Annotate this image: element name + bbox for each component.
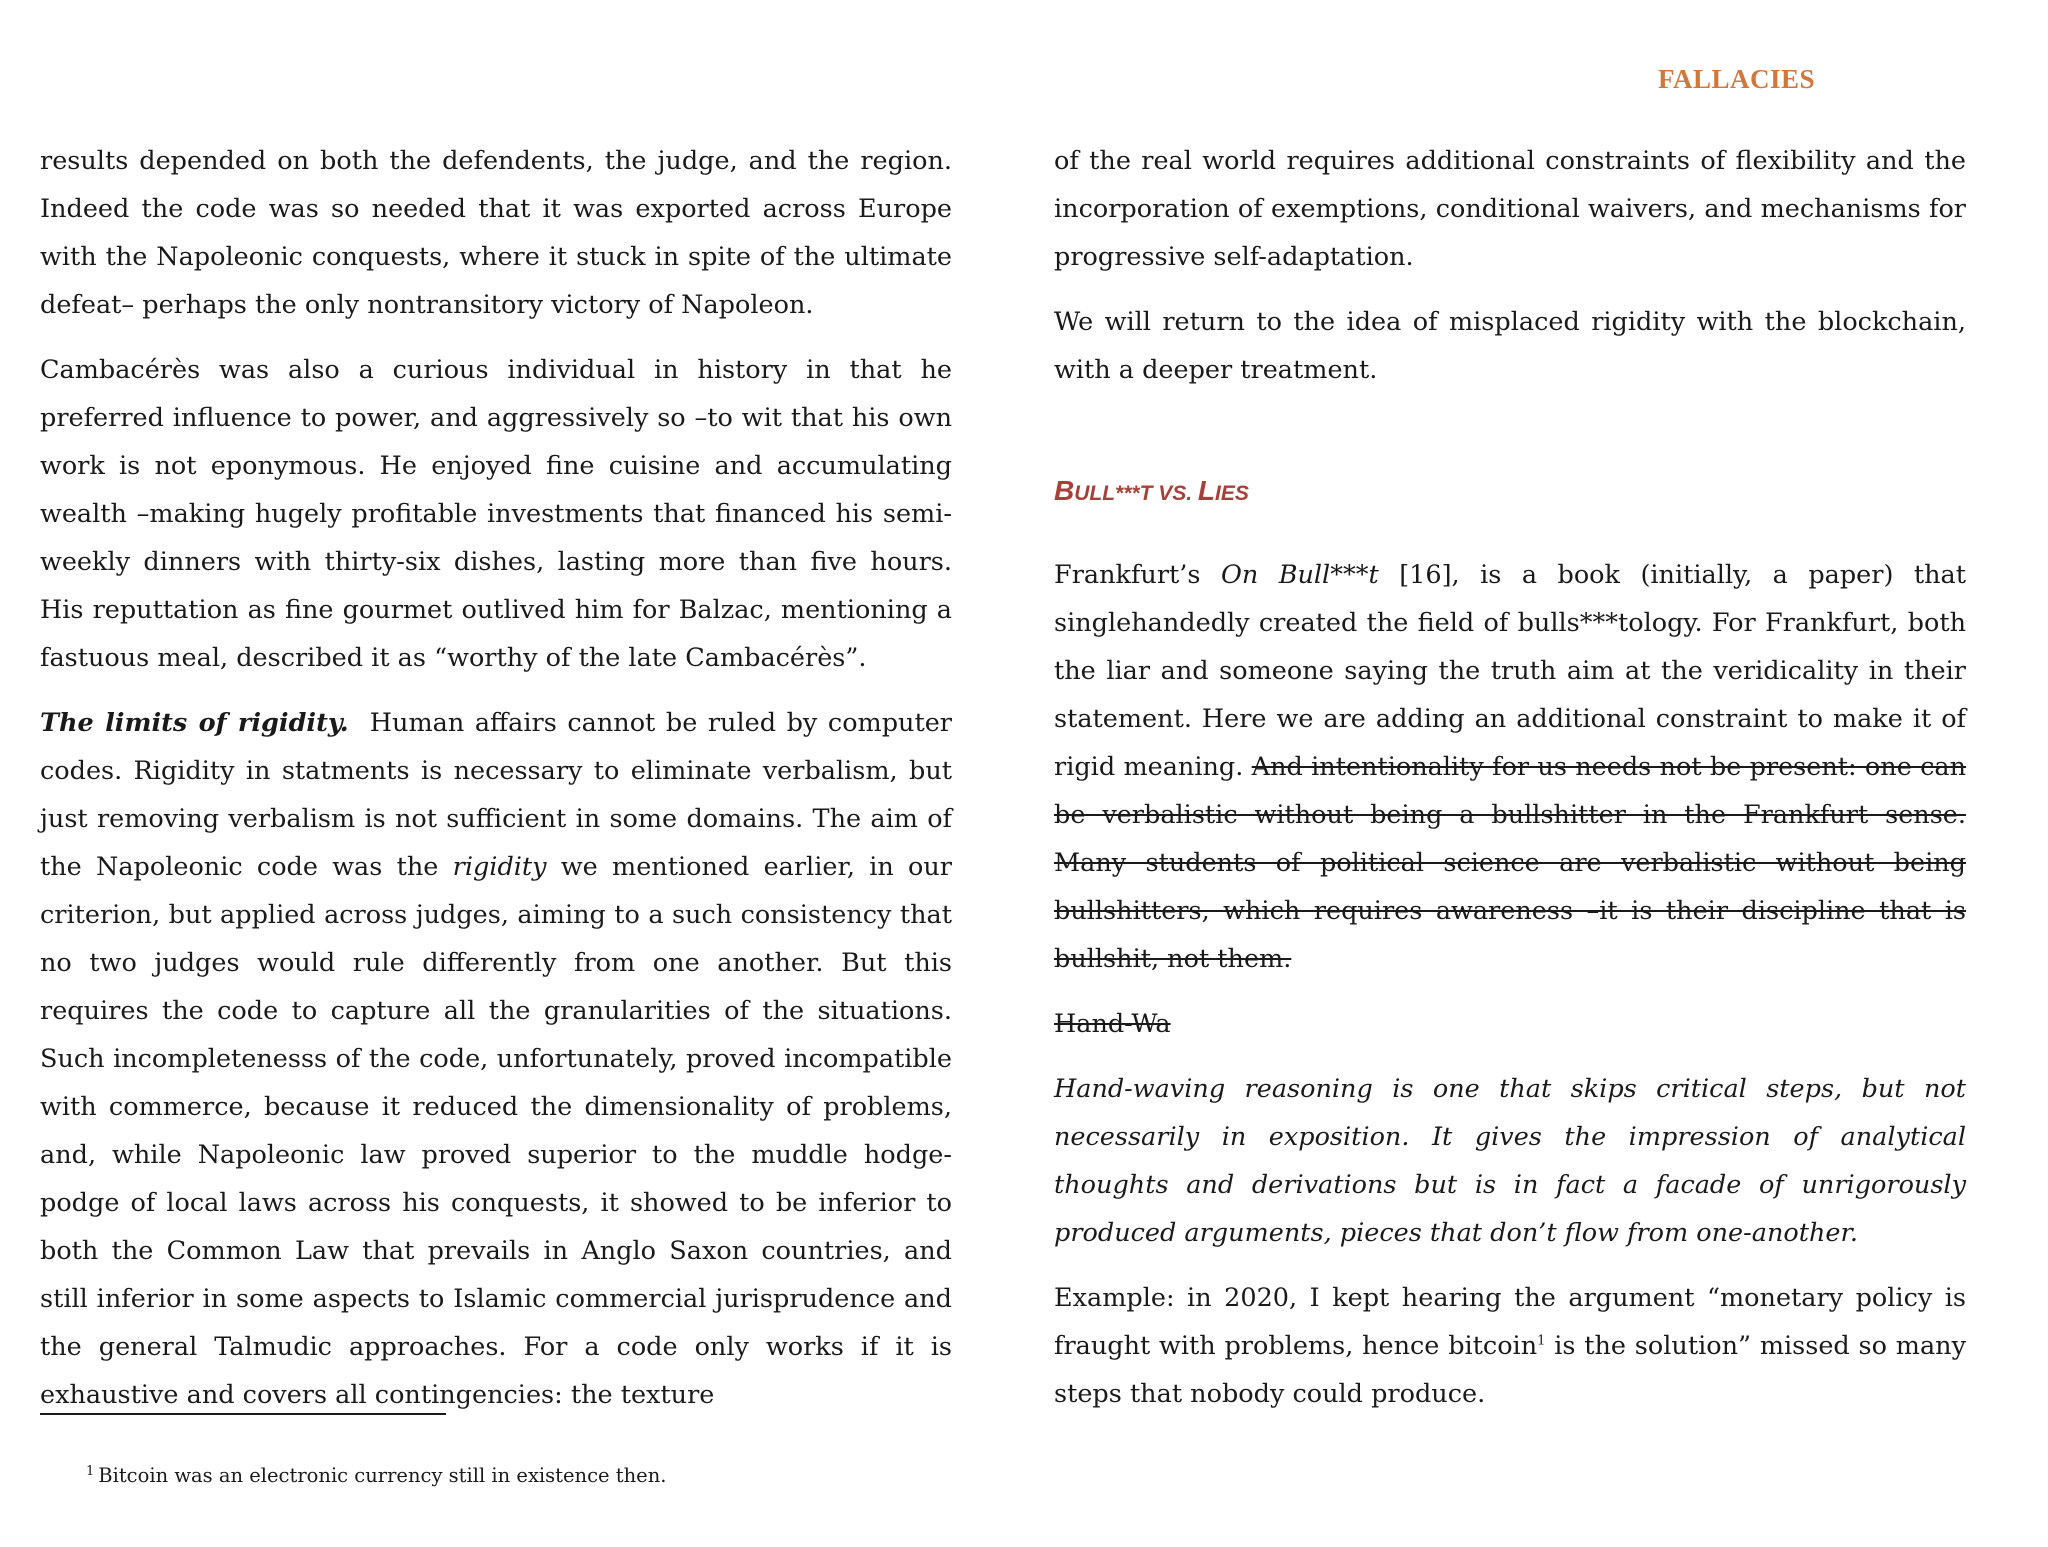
running-header: FALLACIES bbox=[1658, 64, 1816, 94]
paragraph-text: we mentioned earlier, in our criterion, but applied across judges, aiming to a such consistency that no two judges would rule differently from one another. But this requires the code to capture all the granularities of the situations. Such incompletenesss of the code, unfortunately, proved incompatible with commerce, because it reduced the dimensionality of problems, and, while Napoleonic law proved superior to the muddle hodge-podge of local laws across his conquests, it showed to be inferior to both the Common Law that prevails in Anglo Saxon countries, and still inferior in some aspects to Islamic commercial jurisprudence and the general Talmudic approaches. For a code only works if it is exhaustive and covers all contingencies: the texture bbox=[40, 852, 952, 1410]
footnote bbox=[86, 1462, 666, 1490]
paragraph: of the real world requires additional constraints of flexibility and the incorporation of exemptions, conditional waivers, and mechanisms for progressive self-adaptation. bbox=[1054, 146, 1966, 272]
paragraph bbox=[40, 699, 952, 1419]
paragraph: Cambacérès was also a curious individual in history in that he preferred influence to power, and aggressively so –to wit that his own work is not eponymous. He enjoyed fine cuisine and accumulating wealth –making hugely profitable investments that financed his semi-weekly dinners with thirty-six dishes, lasting more than five hours. His reputtation as fine gourmet outlived him for Balzac, mentioning a fastuous meal, described it as “worthy of the late Cambacérès”. bbox=[40, 355, 952, 673]
paragraph bbox=[1054, 551, 1966, 983]
paragraph: results depended on both the defendents, the judge, and the region. Indeed the code was so needed that it was exported across Europe with the Napoleonic conquests, where it stuck in spite of the ultimate defeat– perhaps the only nontransitory victory of Napoleon. bbox=[40, 146, 952, 320]
heading-smallcaps: ULL***T VS. bbox=[1074, 482, 1198, 505]
paragraph-text: is the solution” missed so many steps that nobody could produce. bbox=[1054, 1331, 1966, 1409]
paragraph-text: Human affairs cannot be ruled by computer codes. Rigidity in statments is necessary to eliminate verbalism, but just removing verbalism is not sufficient in some domains. The aim of the Napoleonic code was the bbox=[40, 708, 953, 882]
paragraph-text: [16], is a book (initially, a paper) that singlehandedly created the field of bulls***tology. For Frankfurt, both the liar and someone saying the truth aim at the veridicality in their statement. Here we are adding an additional constraint to make it of rigid meaning. bbox=[1054, 560, 1967, 782]
footnote-marker: 1 bbox=[86, 1463, 95, 1479]
block-quote: Hand-waving reasoning is one that skips critical steps, but not necessarily in exposition. It gives the impression of analytical thoughts and derivations but is in fact a facade of unrigorously produced arguments, pieces that don’t flow from one-another. bbox=[1054, 1074, 1966, 1248]
book-title: On Bull***t bbox=[1220, 560, 1379, 590]
heading-cap: L bbox=[1197, 475, 1216, 506]
footnote-text: Bitcoin was an electronic currency still in existence then. bbox=[98, 1464, 667, 1487]
paragraph: We will return to the idea of misplaced rigidity with the blockchain, with a deeper treatment. bbox=[1054, 307, 1966, 385]
section-heading bbox=[1054, 474, 1966, 511]
footnote-divider bbox=[40, 1413, 446, 1415]
emphasis: rigidity bbox=[452, 852, 547, 882]
left-column bbox=[40, 137, 952, 1436]
struck-heading: Hand-Wa bbox=[1054, 1009, 1171, 1039]
heading-smallcaps: IES bbox=[1215, 482, 1249, 505]
footnote-ref[interactable]: 1 bbox=[1537, 1333, 1546, 1349]
heading-cap: B bbox=[1054, 475, 1075, 506]
right-column bbox=[1054, 137, 1966, 1435]
run-in-heading: The limits of rigidity. bbox=[40, 708, 349, 738]
struck-text: And intentionality for us needs not be present: one can be verbalistic without being a bullshitter in the Frankfurt sense. Many students of political science are verbalistic without being bullshitters, which requires awareness –it is their discipline that is bullshit, not them. bbox=[1054, 752, 1967, 974]
paragraph bbox=[1054, 1274, 1966, 1418]
paragraph-text: Example: in 2020, I kept hearing the argument “monetary policy is fraught with problems, hence bitcoin bbox=[1054, 1283, 1966, 1361]
paragraph-text: Frankfurt’s bbox=[1054, 560, 1221, 590]
